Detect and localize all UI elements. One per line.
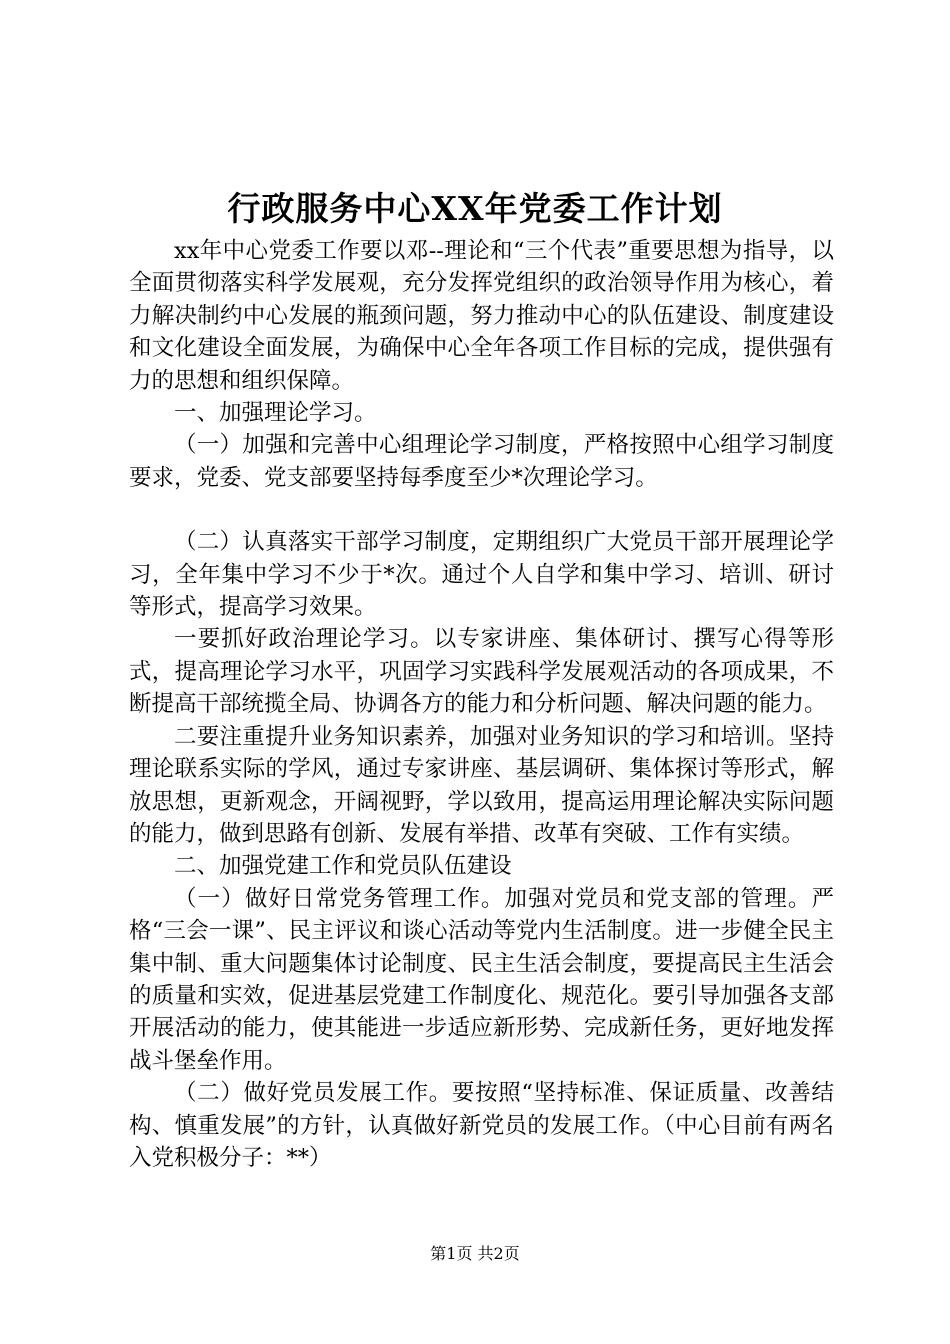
paragraph-1-2: （二）认真落实干部学习制度，定期组织广大党员干部开展理论学习，全年集中学习不少于*次。通过个人自学和集中学习、培训、研讨等形式，提高学习效果。 <box>129 529 834 621</box>
page-footer: 第1页 共2页 <box>430 1244 520 1263</box>
paragraph-1-2-a: 一要抓好政治理论学习。以专家讲座、集体研讨、撰写心得等形式，提高理论学习水平，巩固学习实践科学发展观活动的各项成果，不断提高干部统揽全局、协调各方的能力和分析问题、解决问题的能力。 <box>129 626 834 718</box>
document-title: 行政服务中心XX年党委工作计划 <box>227 189 723 228</box>
document-body <box>129 235 834 1174</box>
section-heading-1: 一、加强理论学习。 <box>174 400 377 427</box>
paragraph-1-2-b: 二要注重提升业务知识素养，加强对业务知识的学习和培训。坚持理论联系实际的学风，通过专家讲座、基层调研、集体探讨等形式，解放思想，更新观念，开阔视野，学以致用，提高运用理论解决实际问题的能力，做到思路有创新、发展有举措、改革有突破、工作有实绩。 <box>129 723 834 847</box>
section-heading-2: 二、加强党建工作和党员队伍建设 <box>174 853 512 880</box>
paragraph-2-1: （一）做好日常党务管理工作。加强对党员和党支部的管理。严格“三会一课”、民主评议和谈心活动等党内生活制度。进一步健全民主集中制、重大问题集体讨论制度、民主生活会制度，要提高民主生活会的质量和实效，促进基层党建工作制度化、规范化。要引导加强各支部开展活动的能力，使其能进一步适应新形势、完成新任务，更好地发挥战斗堡垒作用。 <box>129 885 834 1074</box>
paragraph-1-1: （一）加强和完善中心组理论学习制度，严格按照中心组学习制度要求，党委、党支部要坚持每季度至少*次理论学习。 <box>129 432 834 491</box>
paragraph-intro: xx年中心党委工作要以邓--理论和“三个代表”重要思想为指导，以全面贯彻落实科学发展观，充分发挥党组织的政治领导作用为核心，着力解决制约中心发展的瓶颈问题，努力推动中心的队伍建设、制度建设和文化建设全面发展，为确保中心全年各项工作目标的完成，提供强有力的思想和组织保障。 <box>129 238 834 394</box>
paragraph-2-2: （二）做好党员发展工作。要按照“坚持标准、保证质量、改善结构、慎重发展”的方针，认真做好新党员的发展工作。（中心目前有两名入党积极分子：**） <box>129 1080 834 1171</box>
